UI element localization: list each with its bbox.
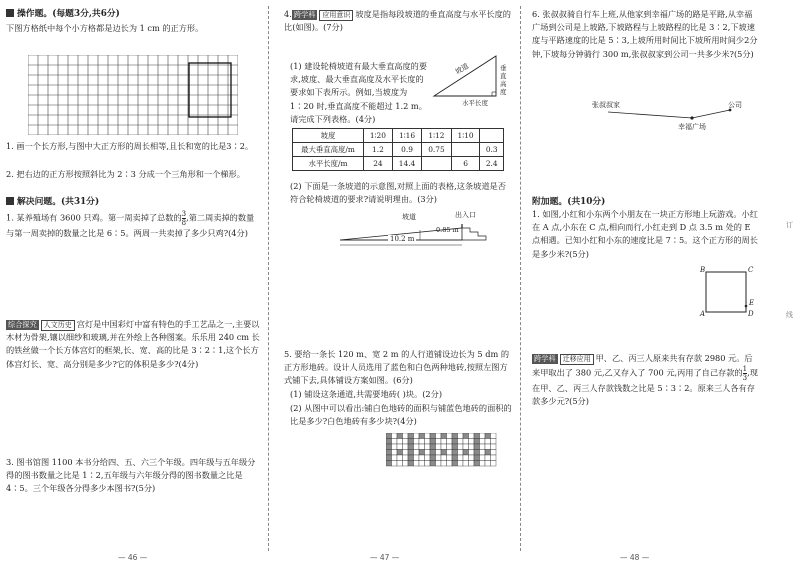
point-e: E <box>749 299 755 307</box>
blue-tile <box>452 444 458 450</box>
white-tile <box>403 450 409 456</box>
white-tile <box>419 439 425 445</box>
blue-tile <box>386 455 392 461</box>
white-tile <box>447 444 453 450</box>
blue-tile <box>386 444 392 450</box>
white-tile <box>447 455 453 461</box>
white-tile <box>425 439 431 445</box>
white-tile <box>425 433 431 439</box>
solve-question-2: 综合探究 人文历史 宫灯是中国彩灯中富有特色的手工艺品之一,主要以木材为骨架,镶以细纱和玻璃,并在外绘上各种图案。乐乐用 240 cm 长的铁丝做一个长方体宫灯的框架,长、宽、高的比是 3∶2∶1,这个长方体宫灯长、宽、高分别是多少?它的体积是多少?(4分) <box>6 319 260 369</box>
white-tile <box>425 461 431 467</box>
big-square <box>189 63 231 117</box>
binding-marks: 订 线 <box>786 221 793 319</box>
blue-tile <box>419 433 425 439</box>
extra-question-2: 跨学科 迁移应用 甲、乙、丙三人原来共有存款 2980 元。后来甲取出了 380 元,乙又存入了 700 元,丙用了自己存款的 $\frac{1}{3}$ ,现在甲、乙、丙三人存款钱数之比是 5∶3∶2。原来三人各有存款多少元?(5分) <box>532 353 758 407</box>
white-tile <box>469 439 475 445</box>
white-tile <box>441 455 447 461</box>
white-tile <box>425 455 431 461</box>
white-tile <box>447 450 453 456</box>
section-icon <box>6 197 14 205</box>
question-4-title: 4. 跨学科 应用意识 坡度是指每段坡道的垂直高度与水平长度的比(如图)。(7分) <box>284 9 511 33</box>
white-tile <box>436 455 442 461</box>
blue-tile <box>485 433 491 439</box>
blue-tile <box>463 433 469 439</box>
ramp-2-label: 坡道 <box>402 213 416 221</box>
subject-tag: 应用意识 <box>319 10 353 21</box>
blue-tile <box>397 433 403 439</box>
blue-tile <box>452 439 458 445</box>
blue-tile <box>408 455 414 461</box>
blue-tile <box>386 461 392 467</box>
ops-question-1: 1. 画一个长方形,与图中大正方形的周长相等,且长和宽的比是3∶2。 <box>6 141 254 151</box>
white-tile <box>403 444 409 450</box>
white-tile <box>491 461 497 467</box>
white-tile <box>485 455 491 461</box>
white-tile <box>392 461 398 467</box>
white-tile <box>491 439 497 445</box>
grid-paper <box>28 55 238 135</box>
white-tile <box>480 433 486 439</box>
blue-tile <box>430 433 436 439</box>
white-tile <box>425 444 431 450</box>
blue-tile <box>408 439 414 445</box>
white-tile <box>414 450 420 456</box>
question-5: 5. 要给一条长 120 m、宽 2 m 的人行道铺设边长为 5 dm 的正方形地砖。设计人员选用了蓝色和白色两种地砖,按照左图方式铺下去,具体铺设方案如图。(6分) <box>284 349 510 386</box>
tile-pattern-diagram <box>386 433 506 473</box>
fraction: $\frac{1}{3}$ <box>742 365 748 383</box>
white-tile <box>469 461 475 467</box>
question-4-part-2: (2) 下面是一条坡道的示意图,对照上面的表格,这条坡道是否符合轮椅坡道的要求?请说明理由。(3分) <box>290 181 506 205</box>
ramp-2-entrance-label: 出入口 <box>455 211 476 219</box>
category-tag: 跨学科 <box>534 354 556 363</box>
vertex-c: C <box>748 266 754 274</box>
white-tile <box>414 461 420 467</box>
white-tile <box>392 444 398 450</box>
question-6: 6. 张叔叔骑自行车上班,从他家到幸福广场的路是平路,从幸福广场到公司是上坡路,下坡路程与上坡路程的比是 3∶2,下坡速度与平路速度的比是 5∶3,上坡所用时间比下坡所用时间少2分钟,下坡每分钟骑行 300 m,张叔叔家到公司一共多少米?(5分) <box>532 9 758 59</box>
white-tile <box>392 455 398 461</box>
white-tile <box>469 455 475 461</box>
white-tile <box>419 444 425 450</box>
page-number: — 46 — <box>118 553 148 562</box>
white-tile <box>463 455 469 461</box>
map-company-label: 公司 <box>728 101 742 109</box>
question-5-part-2: (2) 从图中可以看出:铺白色地砖的面积与铺蓝色地砖的面积的比是多少?白色地砖有多少块?(4分) <box>290 403 512 427</box>
white-tile <box>463 444 469 450</box>
white-tile <box>397 455 403 461</box>
column-divider-2 <box>520 6 521 551</box>
white-tile <box>403 455 409 461</box>
map-square-label: 幸福广场 <box>678 123 706 131</box>
white-tile <box>392 439 398 445</box>
subject-tag: 迁移应用 <box>560 354 594 365</box>
blue-tile <box>386 439 392 445</box>
blue-tile <box>408 461 414 467</box>
white-tile <box>458 461 464 467</box>
white-tile <box>392 433 398 439</box>
blue-tile <box>474 455 480 461</box>
white-tile <box>447 439 453 445</box>
vertex-b: B <box>700 266 706 274</box>
solve-header: 解决问题。(共31分) <box>6 196 261 209</box>
blue-tile <box>430 450 436 456</box>
white-tile <box>485 461 491 467</box>
white-tile <box>458 439 464 445</box>
page-number: — 48 — <box>620 553 650 562</box>
subject-tag: 人文历史 <box>41 320 75 331</box>
blue-tile <box>452 461 458 467</box>
blue-tile <box>430 455 436 461</box>
blue-tile <box>441 433 447 439</box>
blue-tile <box>474 461 480 467</box>
white-tile <box>397 461 403 467</box>
white-tile <box>447 433 453 439</box>
white-tile <box>469 444 475 450</box>
white-tile <box>458 444 464 450</box>
ramp-label: 坡道 <box>453 62 471 76</box>
white-tile <box>441 439 447 445</box>
white-tile <box>480 455 486 461</box>
question-5-part-1: (1) 铺设这条通道,共需要地砖( )块。(2分) <box>290 389 443 399</box>
blue-tile <box>408 444 414 450</box>
blue-tile <box>474 450 480 456</box>
solve-question-1: 1. 某养殖场有 3600 只鸡。第一周卖掉了总数的 $\frac{3}{8}$ ,第二周卖掉的数量与第一周卖掉的数量之比是 6∶5。两周一共卖掉了多少只鸡?(4分) <box>6 210 255 238</box>
extra-question-1: 1. 如图,小红和小东两个小朋友在一块正方形地上玩游戏。小红在 A 点,小东在 C 点,相向而行,小红走到 D 点 3.5 m 处的 E 点相遇。已知小红和小东的速度比是 7∶5。这个正方形的周长是多少米?(5分) <box>532 209 758 259</box>
white-tile <box>403 433 409 439</box>
white-tile <box>436 439 442 445</box>
fraction: $\frac{3}{8}$ <box>181 210 187 227</box>
blue-tile <box>463 450 469 456</box>
ops-intro: 下图方格纸中每个小方格都是边长为 1 cm 的正方形。 <box>6 23 204 33</box>
ramp-vertical-label: 垂直高度 <box>500 64 507 96</box>
white-tile <box>491 444 497 450</box>
category-tag: 综合探究 <box>8 320 37 329</box>
question-4-part-1: (1) 建设轮椅坡道有最大垂直高度的要求,坡度、最大垂直高度及水平长度的要求如下表所示。例如,当坡度为 1∶20 时,垂直高度不能超过 1.2 m。请完成下列表格。(4分) <box>290 61 428 124</box>
column-divider-1 <box>268 6 269 551</box>
white-tile <box>397 444 403 450</box>
white-tile <box>463 439 469 445</box>
white-tile <box>480 439 486 445</box>
white-tile <box>469 450 475 456</box>
blue-tile <box>474 439 480 445</box>
white-tile <box>441 444 447 450</box>
white-tile <box>485 444 491 450</box>
white-tile <box>436 450 442 456</box>
white-tile <box>480 444 486 450</box>
blue-tile <box>397 450 403 456</box>
white-tile <box>458 433 464 439</box>
blue-tile <box>474 444 480 450</box>
ops-question-2: 2. 把右边的正方形按照斜比为 2∶3 分成一个三角形和一个梯形。 <box>6 169 245 179</box>
blue-tile <box>430 439 436 445</box>
section-icon <box>6 9 14 17</box>
white-tile <box>419 461 425 467</box>
ramp-2-height-label: 0.85 m <box>436 226 459 234</box>
white-tile <box>436 444 442 450</box>
white-tile <box>414 444 420 450</box>
page-number: — 47 — <box>370 553 400 562</box>
ramp-2-length-label: 10.2 m <box>390 235 415 243</box>
white-tile <box>469 433 475 439</box>
blue-tile <box>386 433 392 439</box>
white-tile <box>458 455 464 461</box>
solve-question-3: 3. 图书馆图 1100 本书分给四、五、六三个年级。四年级与五年级分得的图书数量之比是 1∶2,五年级与六年级分得的图书数量之比是 4∶5。三个年级各分得多少本图书?(5分) <box>6 457 256 494</box>
blue-tile <box>452 455 458 461</box>
blue-tile <box>408 450 414 456</box>
square-diagram <box>700 268 755 320</box>
white-tile <box>491 455 497 461</box>
blue-tile <box>485 450 491 456</box>
white-tile <box>397 439 403 445</box>
vertex-d: D <box>748 310 754 318</box>
category-tag: 跨学科 <box>293 10 316 19</box>
ramp-horizontal-label: 水平长度 <box>462 99 488 107</box>
blue-tile <box>386 450 392 456</box>
white-tile <box>480 450 486 456</box>
white-tile <box>425 450 431 456</box>
blue-tile <box>441 450 447 456</box>
vertex-a: A <box>700 310 706 318</box>
white-tile <box>403 439 409 445</box>
slope-table: 坡度 1∶20 1∶16 1∶12 1∶10 最大垂直高度/m 1.2 0.9 0.75 0.3 水平长度/m 24 14.4 6 2.4 <box>292 128 504 171</box>
white-tile <box>414 433 420 439</box>
blue-tile <box>452 433 458 439</box>
white-tile <box>441 461 447 467</box>
white-tile <box>485 439 491 445</box>
map-home-label: 张叔叔家 <box>592 101 620 109</box>
blue-tile <box>430 461 436 467</box>
white-tile <box>436 433 442 439</box>
white-tile <box>419 455 425 461</box>
white-tile <box>447 461 453 467</box>
white-tile <box>491 450 497 456</box>
white-tile <box>392 450 398 456</box>
blue-tile <box>430 444 436 450</box>
white-tile <box>436 461 442 467</box>
blue-tile <box>408 433 414 439</box>
white-tile <box>463 461 469 467</box>
blue-tile <box>419 450 425 456</box>
white-tile <box>458 450 464 456</box>
extra-header: 附加题。(共10分) <box>532 197 606 207</box>
blue-tile <box>452 450 458 456</box>
white-tile <box>414 439 420 445</box>
white-tile <box>480 461 486 467</box>
white-tile <box>491 433 497 439</box>
ops-header: 操作题。(每题3分,共6分) <box>6 8 261 21</box>
white-tile <box>414 455 420 461</box>
blue-tile <box>474 433 480 439</box>
white-tile <box>403 461 409 467</box>
